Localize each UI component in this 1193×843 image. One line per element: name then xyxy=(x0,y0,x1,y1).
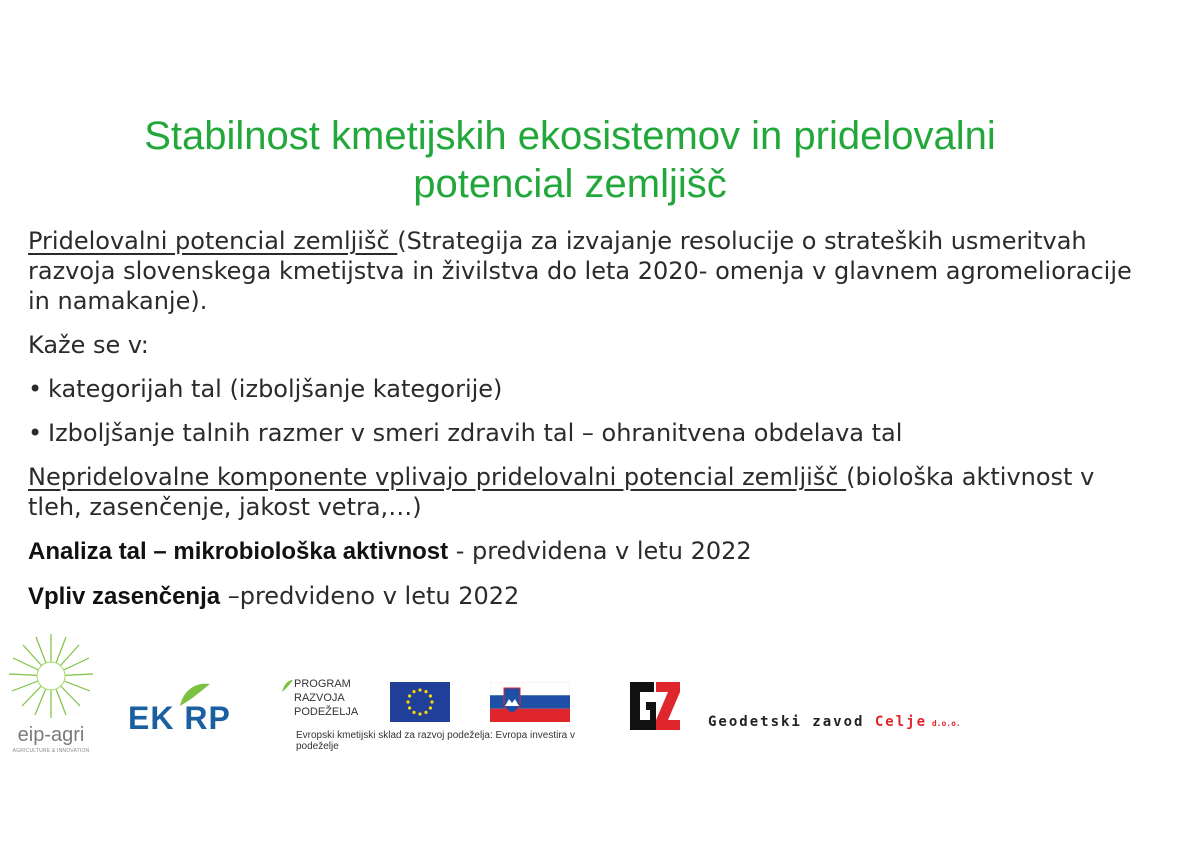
slide-content xyxy=(28,226,1148,626)
eip-logo-text: eip-agri xyxy=(17,724,85,746)
prp-logo-line-1: PROGRAM xyxy=(294,678,351,690)
eip-logo-subtext: AGRICULTURE & INNOVATION xyxy=(12,748,90,754)
gz-company-name xyxy=(708,714,961,730)
slovenia-flag-graphic xyxy=(490,682,570,722)
paragraph-3 xyxy=(28,462,1148,522)
paragraph-3-text: (biološka aktivnost v tleh, zasenčenje, jakost vetra,…) xyxy=(28,463,1095,521)
eu-stars-icon xyxy=(390,682,450,722)
title-line-1: Stabilnost kmetijskih ekosistemov in pridelovalni xyxy=(144,114,996,158)
gz-name-part-1: Geodetski zavod xyxy=(708,714,875,730)
paragraph-1-underlined: Pridelovalni potencial zemljišč xyxy=(28,227,398,255)
gz-logo-icon xyxy=(626,678,684,734)
prp-logo-line-2: RAZVOJA xyxy=(294,692,345,704)
bullet-item xyxy=(28,418,1148,448)
paragraph-1-text: (Strategija za izvajanje resolucije o strateških usmeritvah razvoja slovenskega kmetijstva in živilstva do leta 2020- omenja v glavnem agromelioracije in namakanje). xyxy=(28,227,1132,315)
paragraph-5-bold: Vpliv zasenčenja xyxy=(28,583,221,610)
bullet-icon: • xyxy=(28,375,43,403)
bullet-text: Izboljšanje talnih razmer v smeri zdravih tal – ohranitvena obdelava tal xyxy=(48,419,903,447)
logos-caption: Evropski kmetijski sklad za razvoj podeželja: Evropa investira v podeželje xyxy=(296,730,575,752)
gz-name-part-2: Celje xyxy=(874,714,928,730)
slide-title xyxy=(0,112,1140,208)
paragraph-5-text: –predvideno v letu 2022 xyxy=(220,582,520,610)
gz-mark-icon xyxy=(626,678,684,734)
eip-burst-icon xyxy=(6,630,96,722)
bullet-icon: • xyxy=(28,419,43,447)
paragraph-1 xyxy=(28,226,1148,316)
paragraph-3-underlined: Nepridelovalne komponente vplivajo pridelovalni potencial zemljišč xyxy=(28,463,847,491)
paragraph-2: Kaže se v: xyxy=(28,331,149,359)
paragraph-4-text: - predvidena v letu 2022 xyxy=(448,537,752,565)
ekrp-logo xyxy=(128,678,258,738)
eip-agri-logo xyxy=(6,630,96,758)
ekrp-logo-text: EK RP xyxy=(128,700,231,736)
bullet-text: kategorijah tal (izboljšanje kategorije) xyxy=(48,375,503,403)
paragraph-4-bold: Analiza tal – mikrobiološka aktivnost xyxy=(28,538,449,565)
eu-flag-icon xyxy=(390,682,450,722)
logo-strip xyxy=(0,630,1193,770)
paragraph-4 xyxy=(28,536,1148,567)
title-line-2: potencial zemljišč xyxy=(413,162,727,206)
prp-sprout-icon xyxy=(280,678,294,694)
paragraph-5 xyxy=(28,581,1148,612)
bullet-item xyxy=(28,374,1148,404)
prp-logo-line-3: PODEŽELJA xyxy=(294,706,359,718)
gz-name-part-3: d.o.o. xyxy=(927,719,961,728)
slovenia-flag-icon xyxy=(490,682,570,722)
